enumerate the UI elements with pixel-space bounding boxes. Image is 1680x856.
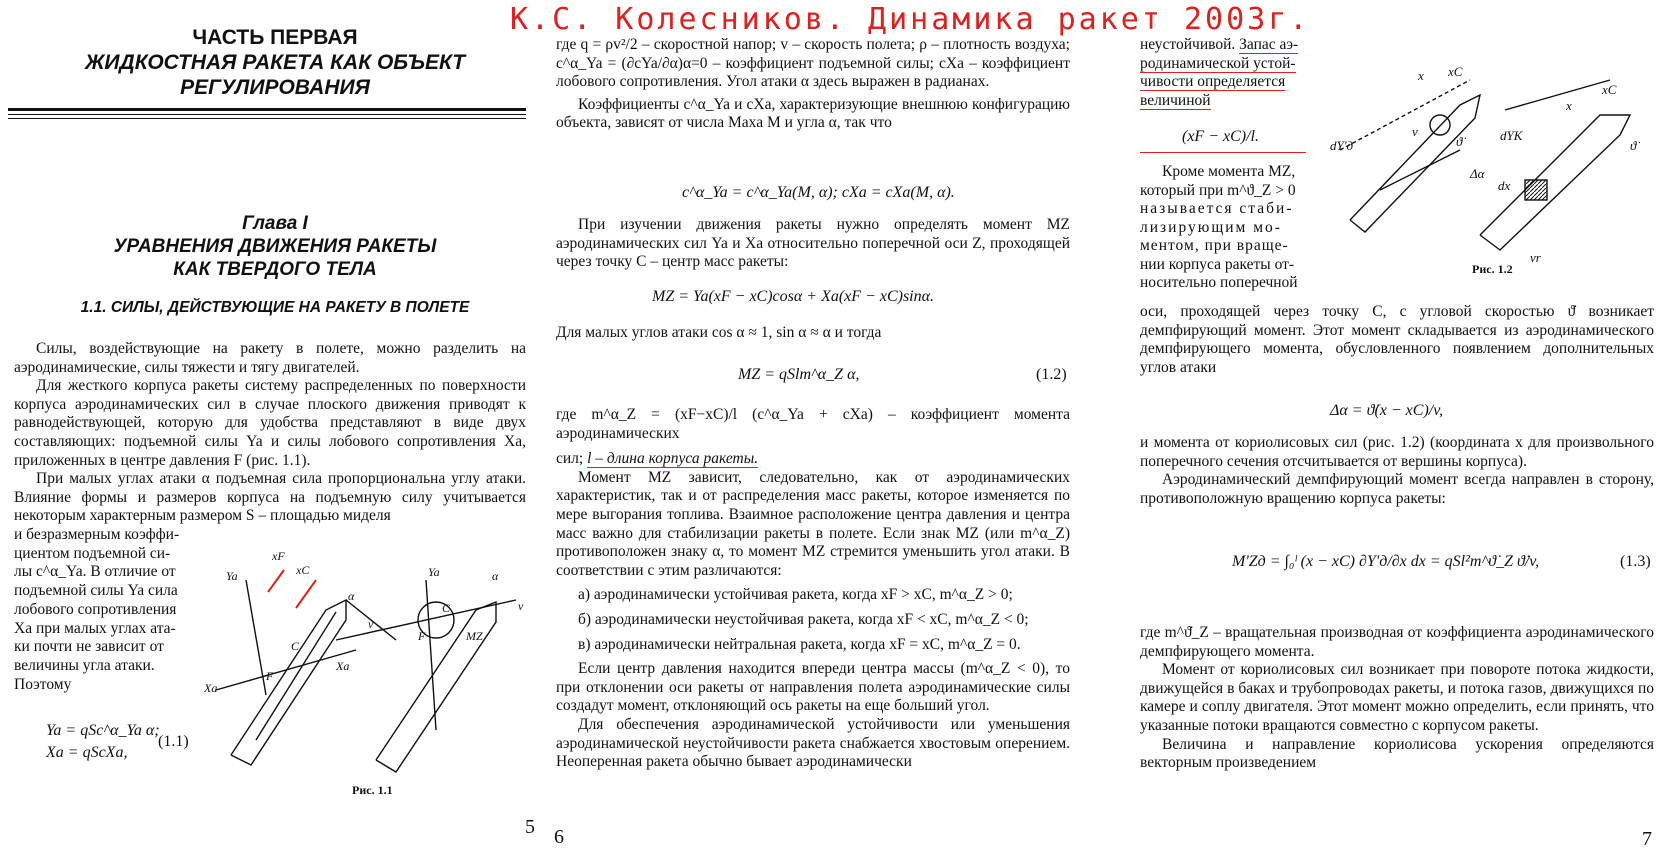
text-line: лы c^α_Ya. В отличие от xyxy=(14,563,176,581)
fig-label: ϑ̇ xyxy=(1630,138,1637,153)
column-3-text-bottom xyxy=(1140,624,1654,773)
text-line: циентом подъемной си- xyxy=(14,544,171,562)
list-item: б) аэродинамически неустойчивая ракета, когда xF < xC, m^α_Z < 0; xyxy=(578,610,1029,628)
text-span: сил; xyxy=(556,450,588,468)
paragraph: При изучении движения ракеты нужно определять момент MZ аэродинамических сил Ya и Xa относительно поперечной оси Z, проходящей через точку C – центр масс ракеты: xyxy=(556,216,1070,271)
fig-label: Xa xyxy=(336,659,350,673)
text-line: величины угла атаки. xyxy=(14,656,155,674)
paragraph: где m^ϑ̇_Z – вращательная производная от коэффициента аэродинамического демпфирующего момента. xyxy=(1140,624,1654,660)
equation-number-1-2: (1.2) xyxy=(1036,366,1067,383)
paragraph: где q = ρv²/2 – скоростной напор; v – скорость полета; ρ – плотность воздуха; c^α_Ya = (∂cYa/∂α)α=0 – коэффициент подъемной силы; cXa – коэффициент лобового сопротивления. Угол атаки α здесь выражен в радианах. xyxy=(556,36,1070,91)
text-line: ки почти не зависит от xyxy=(14,638,164,656)
underlined-text: родинамической устой- xyxy=(1140,54,1296,72)
fig-label: xC xyxy=(1448,64,1463,79)
rocket-2-outline xyxy=(336,580,516,772)
equation-1-3: M'Zд = ∫₀ˡ (x − xC) ∂Y'д/∂x dx = qSl²m^ϑ̇_Z ϑ̇/v, xyxy=(1232,553,1540,570)
underlined-text: величиной xyxy=(1140,91,1211,109)
fig-label: MZ xyxy=(466,629,483,643)
equation-stability-margin: (xF − xC)/l. xyxy=(1182,128,1259,145)
equation-1-1-a: Ya = qSc^α_Ya α; xyxy=(46,722,160,739)
chapter-title-line-1: Глава I xyxy=(242,213,308,234)
paragraph: оси, проходящей через точку C, с угловой скоростью ϑ̇ возникает демпфирующий момент. Этот момент складывается из аэродинамического демпфирующего момента, обусловленного появлением дополнительных углов атаки xyxy=(1140,303,1654,376)
fig-label: dYK xyxy=(1500,128,1523,143)
rocket-left xyxy=(1340,80,1480,232)
column-1-narrow-text xyxy=(14,526,192,694)
part-title xyxy=(40,25,510,100)
section-title: 1.1. СИЛЫ, ДЕЙСТВУЮЩИЕ НА РАКЕТУ В ПОЛЕТЕ xyxy=(80,299,470,316)
paragraph: При малых углах атаки α подъемная сила пропорциональна углу атаки. Влияние формы и размеров корпуса на подъемную силу учитывается некоторым характерным размером S – площадью миделя xyxy=(14,470,526,525)
list-item: а) аэродинамически устойчивая ракета, когда xF > xC, m^α_Z > 0; xyxy=(578,586,1013,604)
fig-label: v xyxy=(1412,124,1418,139)
column-2-text-where xyxy=(556,406,1070,772)
text-line xyxy=(1140,73,1340,92)
fig-label: Ya xyxy=(428,565,440,579)
paragraph: Для жесткого корпуса ракеты систему распределенных по поверхности корпуса аэродинамических сил в случае плоского движения приводят к равнодействующей, которую для удобства представляют в виде двух составляющих: подъемной силы Ya и силы лобового сопротивления Xa, приложенных в центре давления F (рис. 1.1). xyxy=(14,377,526,469)
text-line: и безразмерным коэффи- xyxy=(14,526,180,543)
fig-label: xC xyxy=(1602,82,1617,97)
figure-1-2-caption: Рис. 1.2 xyxy=(1472,262,1513,276)
column-3-narrow-text xyxy=(1140,163,1316,293)
paragraph: и момента от кориолисовых сил (рис. 1.2) (координата x для произвольного поперечного сечения отсчитывается от вершины корпуса). xyxy=(1140,434,1654,470)
text-line xyxy=(1140,92,1340,111)
fig-label: x xyxy=(1566,98,1572,113)
column-1-text xyxy=(14,340,526,526)
fig-label: v xyxy=(518,599,524,613)
underlined-text: l – длина корпуса ракеты. xyxy=(587,450,759,468)
equation-number-1-1: (1.1) xyxy=(158,733,189,750)
text-line: Поэтому xyxy=(14,675,72,693)
fig-label: α xyxy=(492,569,499,583)
paragraph: Если центр давления находится впереди центра массы (m^α_Z < 0), то при отклонении оси ракеты от направления полета аэродинамические силы создадут момент, отклоняющий ось ракеты на еще больший угол. xyxy=(556,660,1070,715)
part-title-line-2: ЖИДКОСТНАЯ РАКЕТА КАК ОБЪЕКТ xyxy=(84,51,466,74)
title-rules xyxy=(8,108,526,119)
fig-label: dx xyxy=(1498,178,1511,193)
equation-coefficients: c^α_Ya = c^α_Ya(M, α); cXa = cXa(M, α). xyxy=(682,184,955,201)
column-2-text-small-angle xyxy=(556,324,1070,343)
column-3-text-coriolis xyxy=(1140,434,1654,508)
rocket-right xyxy=(1480,80,1630,250)
chapter-title-line-3: КАК ТВЕРДОГО ТЕЛА xyxy=(173,259,377,280)
fig-label: dY'д xyxy=(1330,138,1354,153)
equation-moment: MZ = Ya(xF − xC)cosα + Xa(xF − xC)sinα. xyxy=(652,288,935,305)
equation-1-1-b: Xa = qScXa, xyxy=(46,744,128,761)
watermark-title: К.С. Колесников. Динамика ракет 2003г. xyxy=(510,2,1311,37)
fig-label: C xyxy=(442,601,451,615)
paragraph: Величина и направление кориолисова ускорения определяются векторным произведением xyxy=(1140,735,1654,772)
equation-1-2: MZ = qSlm^α_Z α, xyxy=(738,366,860,383)
text-line xyxy=(1140,55,1340,74)
fig-label: v xyxy=(368,617,374,631)
chapter-title xyxy=(40,212,510,281)
underlined-text: чивости определяется xyxy=(1140,73,1286,91)
text-line: Xa при малых углах ата- xyxy=(14,619,176,637)
fig-label: xC xyxy=(296,563,310,577)
fig-label: Ya xyxy=(226,569,238,583)
page-number-6: 6 xyxy=(554,826,564,848)
paragraph xyxy=(556,450,1070,469)
fig-label: ϑ̇ xyxy=(1456,134,1463,149)
paragraph: Момент от кориолисовых сил возникает при повороте потока жидкости, движущейся в баках и трубопроводах ракеты, и потока газов, движущихся по камере и соплу двигателя. Этот момент можно определить, если принять, что указанные потоки вращаются совместно с корпусом ракеты. xyxy=(1140,661,1654,734)
rocket-1-outline xyxy=(216,580,396,765)
equation-underline xyxy=(1140,152,1306,153)
fig-label: x xyxy=(1418,68,1424,83)
column-3-text-top xyxy=(1140,36,1340,110)
part-title-line-3: РЕГУЛИРОВАНИЯ xyxy=(180,76,370,99)
page-number-7: 7 xyxy=(1642,828,1652,850)
text-line: Кроме момента MZ, xyxy=(1162,163,1296,180)
equation-number-1-3: (1.3) xyxy=(1620,553,1651,570)
text-line xyxy=(1140,36,1340,55)
fig-label: xF xyxy=(272,549,285,563)
text-line: нии корпуса ракеты от- xyxy=(1140,255,1295,273)
column-3-text-main xyxy=(1140,303,1654,377)
text-line: носительно поперечной xyxy=(1140,274,1298,291)
chapter-title-line-2: УРАВНЕНИЯ ДВИЖЕНИЯ РАКЕТЫ xyxy=(113,236,437,257)
paragraph: Момент MZ зависит, следовательно, как от аэродинамических характеристик, так и от распределения масс ракеты, которое изменяется по мере выгорания топлива. Взаимное расположение центра давления и центра масс важно для стабилизации ракеты в полете. Если знак MZ (или m^α_Z) противоположен знаку α, то момент MZ стремится уменьшить угол атаки. В соответствии с этим различаются: xyxy=(556,468,1070,579)
text-line: который при m^ϑ_Z > 0 xyxy=(1140,181,1296,199)
paragraph: где m^α_Z = (xF−xC)/l (c^α_Ya + cXa) – коэффициент момента аэродинамических xyxy=(556,406,1070,442)
text-line: ментом, при враще- xyxy=(1140,237,1289,254)
text-line: лобового сопротивления xyxy=(14,600,177,618)
equation-delta-alpha: Δα = ϑ̇(x − xC)/v, xyxy=(1330,402,1444,419)
paragraph: Коэффициенты c^α_Ya и cXa, характеризующие внешнюю конфигурацию объекта, зависят от числа Маха M и угла α, так что xyxy=(556,95,1070,132)
column-2-text-mid xyxy=(556,216,1070,272)
fig-label: Xa xyxy=(204,681,218,695)
text-line: называется стаби- xyxy=(1140,200,1294,217)
fig-label: vr xyxy=(1530,250,1541,265)
text-line: лизирующим мо- xyxy=(1140,218,1282,236)
fig-label: α xyxy=(348,589,355,603)
text-line: подъемной силы Ya сила xyxy=(14,582,178,600)
figure-1-1-caption: Рис. 1.1 xyxy=(352,783,393,797)
column-2-text-top xyxy=(556,36,1070,133)
fig-label: F xyxy=(266,669,274,683)
text-span: неустойчивой. xyxy=(1140,36,1240,53)
paragraph: Силы, воздействующие на ракету в полете, можно разделить на аэродинамические, силы тяжести и тягу двигателей. xyxy=(14,340,526,376)
page-number-5: 5 xyxy=(525,816,535,838)
paragraph: Для малых углов атаки cos α ≈ 1, sin α ≈ α и тогда xyxy=(556,324,882,341)
list-item: в) аэродинамически нейтральная ракета, когда xF = xC, m^α_Z = 0. xyxy=(578,635,1021,653)
fig-label: F xyxy=(418,629,426,643)
fig-label: Δα xyxy=(1470,166,1485,181)
figure-1-1 xyxy=(196,540,536,780)
paragraph: Аэродинамический демпфирующий момент всегда направлен в сторону, противоположную вращению корпуса ракеты: xyxy=(1140,471,1654,507)
paragraph: Для обеспечения аэродинамической устойчивости или уменьшения аэродинамической неустойчивости ракета снабжается хвостовым оперением. Неоперенная ракета обычно бывает аэродинамически xyxy=(556,715,1070,771)
part-title-line-1: ЧАСТЬ ПЕРВАЯ xyxy=(192,26,358,49)
figure-1-2 xyxy=(1330,40,1650,270)
fig-label: C xyxy=(291,639,300,653)
underlined-text: Запас аэ- xyxy=(1239,36,1299,53)
